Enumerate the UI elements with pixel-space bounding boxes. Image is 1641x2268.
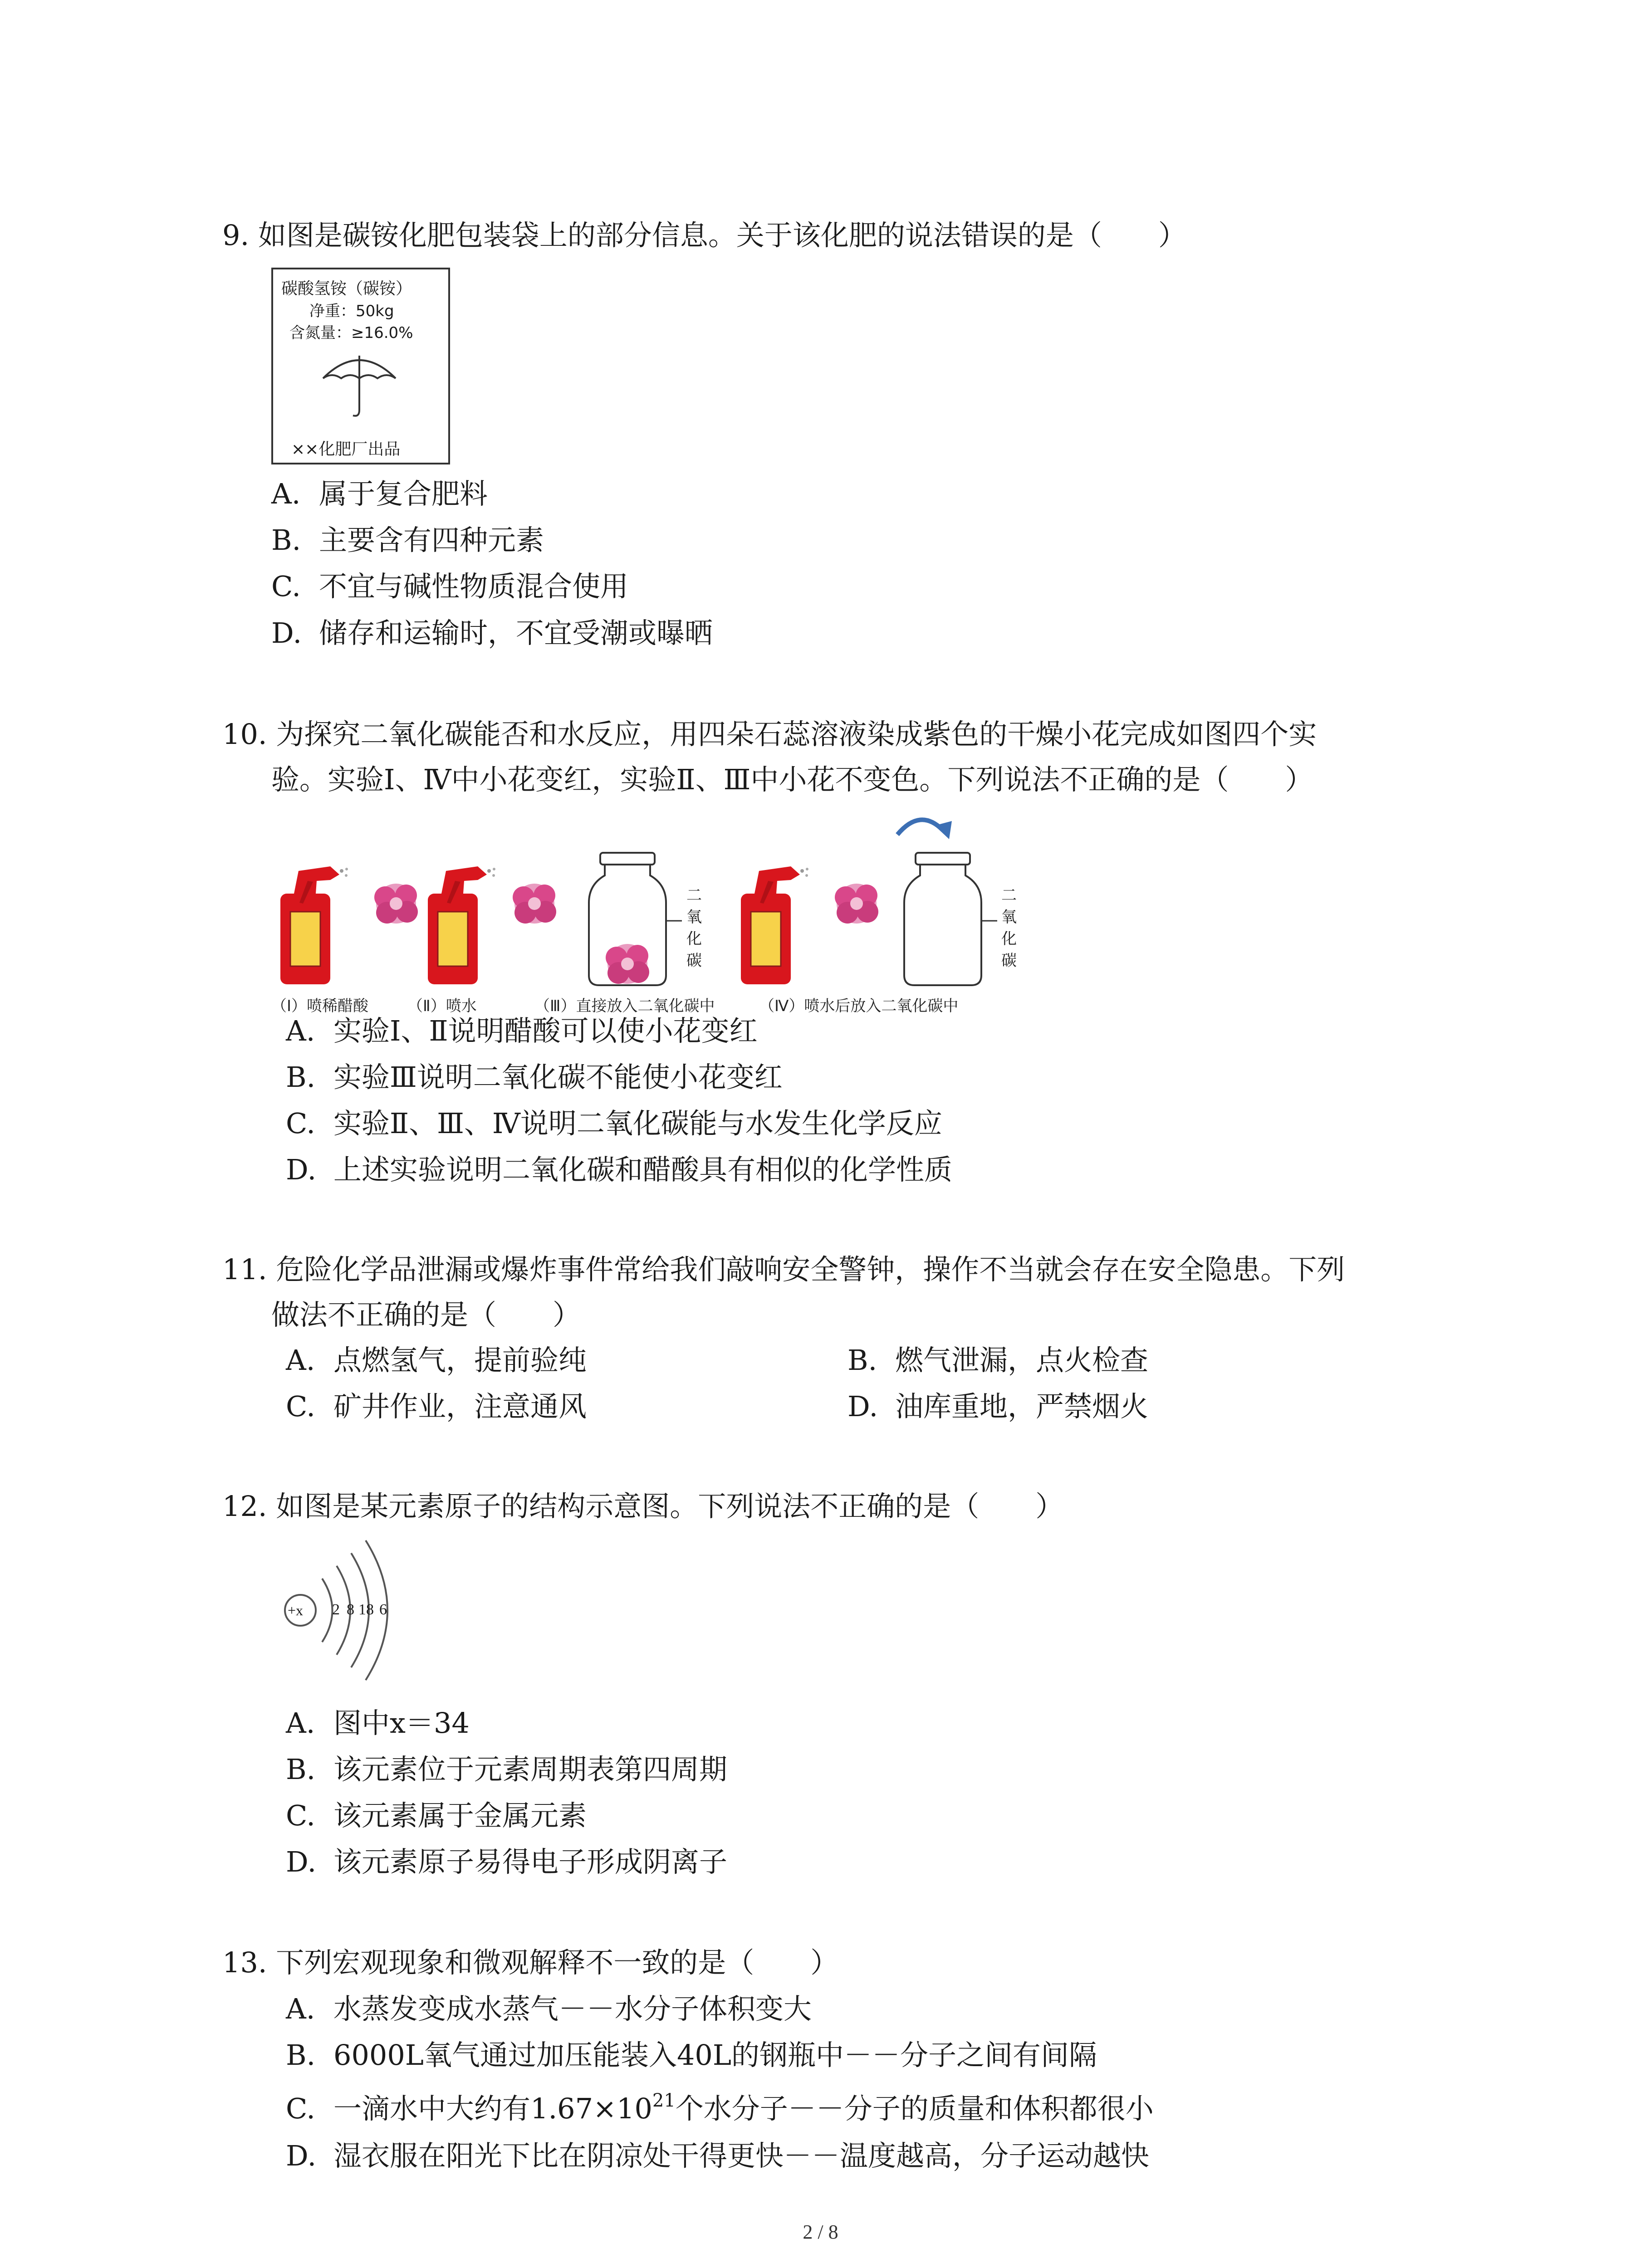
jar-iv xyxy=(904,853,997,985)
shell-2-electrons: 8 xyxy=(347,1601,354,1618)
curved-arrow-icon xyxy=(897,820,943,835)
q12-option-a[interactable]: A. 图中x＝34 xyxy=(286,1706,470,1740)
q9-stem: 9. 如图是碳铵化肥包装袋上的部分信息。关于该化肥的说法错误的是（ ） xyxy=(222,219,1186,252)
experiment-drawing xyxy=(271,807,1024,989)
fertilizer-label-figure xyxy=(271,268,450,464)
co2-experiment-figure xyxy=(271,807,1024,1016)
caption-i: （I）喷稀醋酸 xyxy=(271,997,369,1015)
q11-stem-line2: 做法不正确的是（ ） xyxy=(271,1298,581,1331)
q13-stem: 13. 下列宏观现象和微观解释不一致的是（ ） xyxy=(222,1946,839,1979)
caption-iv: （Ⅳ）喷水后放入二氧化碳中 xyxy=(759,997,959,1015)
q12-option-b[interactable]: B. 该元素位于元素周期表第四周期 xyxy=(286,1753,728,1786)
q10-option-a[interactable]: A. 实验Ⅰ、Ⅱ说明醋酸可以使小花变红 xyxy=(286,1014,758,1047)
atom-structure-diagram xyxy=(281,1533,417,1687)
fertilizer-maker: ××化肥厂出品 xyxy=(291,440,401,459)
q13-option-d[interactable]: D. 湿衣服在阳光下比在阴凉处干得更快－－温度越高，分子运动越快 xyxy=(286,2139,1150,2172)
fertilizer-weight: 净重：50kg xyxy=(309,302,394,320)
q10-option-c[interactable]: C. 实验Ⅱ、Ⅲ、Ⅳ说明二氧化碳能与水发生化学反应 xyxy=(286,1107,942,1140)
co2-label-iii: 二 氧 化 碳 xyxy=(686,886,702,970)
q12-option-d[interactable]: D. 该元素原子易得电子形成阴离子 xyxy=(286,1845,728,1878)
q11-option-d[interactable]: D. 油库重地，严禁烟火 xyxy=(847,1390,1149,1423)
q13-option-c[interactable]: C. 一滴水中大约有$1.67\times 10^{21}$个水分子－－分子的质量和体积都很小 xyxy=(286,2090,1154,2125)
co2-label-iv: 二 氧 化 碳 xyxy=(1001,886,1017,970)
q13-option-b[interactable]: B. 6000L氧气通过加压能装入40L的钢瓶中－－分子之间有间隔 xyxy=(286,2038,1097,2072)
caption-iii: （Ⅲ）直接放入二氧化碳中 xyxy=(534,997,715,1015)
q9-option-b[interactable]: B. 主要含有四种元素 xyxy=(271,523,544,557)
jar-iii xyxy=(589,853,682,985)
q11-option-a[interactable]: A. 点燃氢气，提前验纯 xyxy=(286,1344,587,1377)
shell-4-electrons: 6 xyxy=(379,1601,387,1618)
q11-option-b[interactable]: B. 燃气泄漏，点火检查 xyxy=(847,1344,1149,1377)
fertilizer-name: 碳酸氢铵（碳铵） xyxy=(281,279,412,298)
q10-option-d[interactable]: D. 上述实验说明二氧化碳和醋酸具有相似的化学性质 xyxy=(286,1153,953,1186)
page-number: 2 / 8 xyxy=(803,2221,838,2243)
shell-3-electrons: 18 xyxy=(358,1601,374,1618)
caption-ii: （Ⅱ）喷水 xyxy=(407,997,477,1015)
q13-option-a[interactable]: A. 水蒸发变成水蒸气－－水分子体积变大 xyxy=(286,1992,812,2025)
q12-option-c[interactable]: C. 该元素属于金属元素 xyxy=(286,1799,587,1832)
nucleus-charge: +x xyxy=(288,1602,304,1618)
q12-stem: 12. 如图是某元素原子的结构示意图。下列说法不正确的是（ ） xyxy=(222,1490,1064,1523)
q9-option-c[interactable]: C. 不宜与碱性物质混合使用 xyxy=(271,570,629,603)
q10-stem-line2: 验。实验I、Ⅳ中小花变红，实验Ⅱ、Ⅲ中小花不变色。下列说法不正确的是（ ） xyxy=(271,763,1313,796)
q11-stem-line1: 11. 危险化学品泄漏或爆炸事件常给我们敲响安全警钟，操作不当就会存在安全隐患。下列 xyxy=(222,1253,1345,1286)
fertilizer-nitrogen: 含氮量：≥16.0% xyxy=(289,324,413,342)
umbrella-icon xyxy=(318,347,400,419)
q9-option-d[interactable]: D. 储存和运输时，不宜受潮或曝晒 xyxy=(271,616,713,650)
q10-option-b[interactable]: B. 实验Ⅲ说明二氧化碳不能使小花变红 xyxy=(286,1061,783,1094)
q11-option-c[interactable]: C. 矿井作业，注意通风 xyxy=(286,1390,587,1423)
shell-1-electrons: 2 xyxy=(332,1601,340,1618)
q10-stem-line1: 10. 为探究二氧化碳能否和水反应，用四朵石蕊溶液染成紫色的干燥小花完成如图四个实 xyxy=(222,718,1317,751)
q9-option-a[interactable]: A. 属于复合肥料 xyxy=(271,477,488,510)
